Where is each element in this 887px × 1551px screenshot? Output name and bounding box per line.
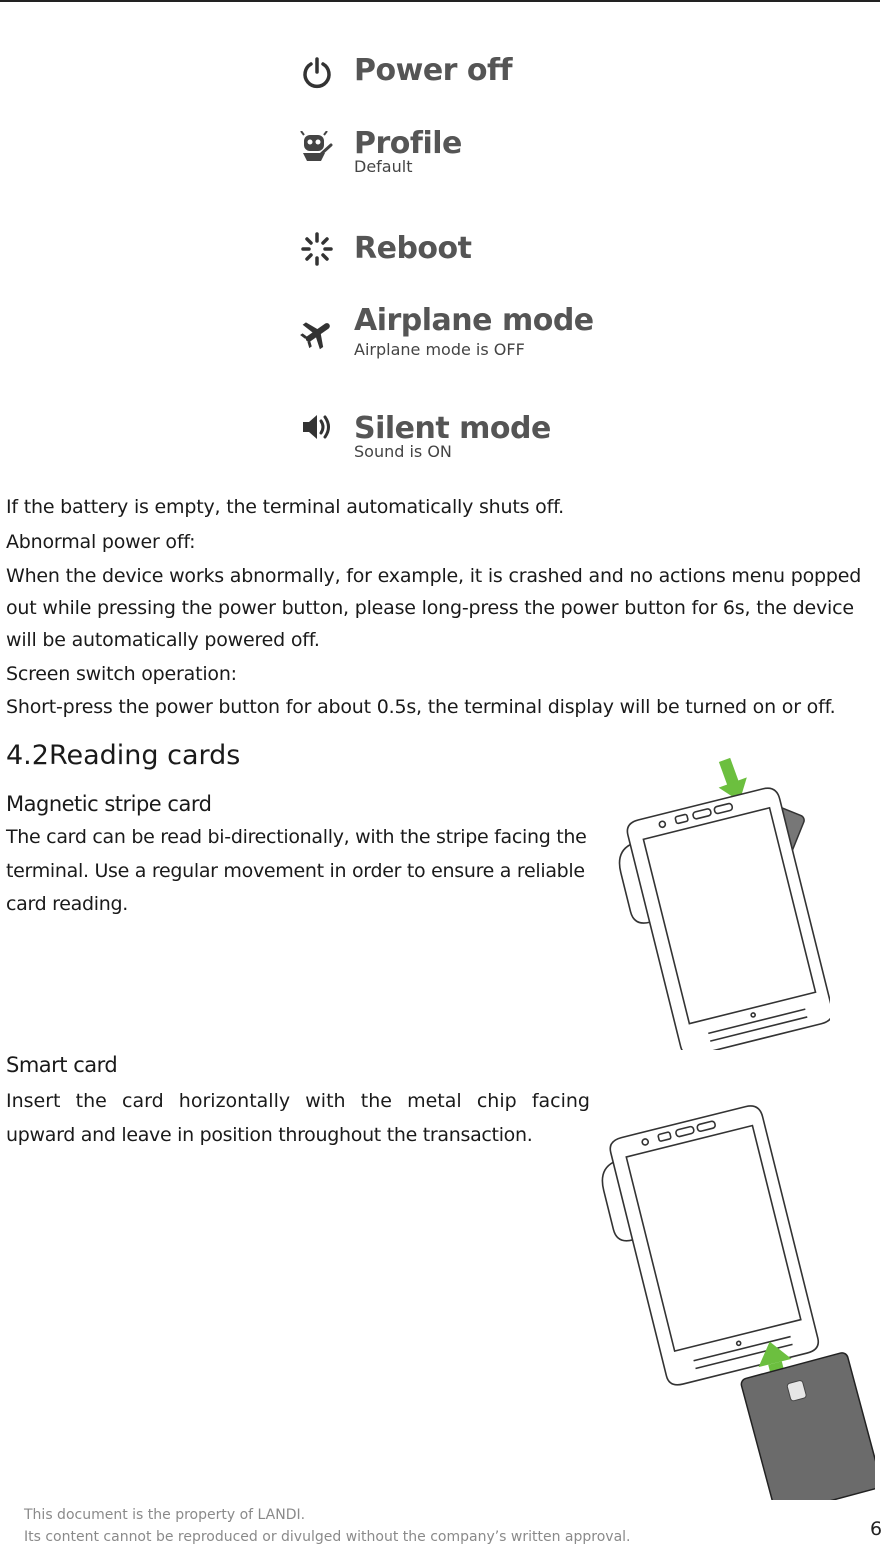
power-icon [300, 56, 334, 90]
paragraph-line: will be automatically powered off. [6, 629, 320, 651]
menu-subtitle-profile: Default [354, 157, 413, 176]
magnetic-line: card reading. [6, 893, 128, 915]
paragraph-line: When the device works abnormally, for example, it is crashed and no actions menu popped [6, 565, 862, 587]
page-number: 6 [870, 1518, 883, 1540]
footer-line: Its content cannot be reproduced or divulged without the company’s written approval. [24, 1529, 631, 1545]
paragraph-line: Short-press the power button for about 0.5s, the terminal display will be turned on or off. [6, 696, 836, 718]
section-heading [6, 740, 240, 771]
terminal-device [600, 1105, 821, 1391]
smart-line: upward and leave in position throughout the transaction. [6, 1124, 533, 1146]
section-title: Reading cards [48, 740, 241, 771]
menu-title-power-off: Power off [354, 53, 513, 88]
smart-card-illustration [600, 1105, 875, 1500]
menu-subtitle-airplane: Airplane mode is OFF [354, 340, 525, 359]
smart-line: Insert the card horizontally with the metal chip facing [6, 1090, 590, 1112]
reboot-icon [300, 232, 334, 266]
airplane-icon [300, 316, 334, 350]
magnetic-swipe-illustration [610, 755, 830, 1050]
paragraph-line: Abnormal power off: [6, 531, 196, 553]
speaker-icon [300, 410, 334, 444]
menu-title-silent: Silent mode [354, 411, 551, 446]
smart-heading: Smart card [6, 1053, 118, 1077]
profile-icon [300, 131, 334, 165]
section-number: 4.2 [6, 740, 49, 771]
paragraph-line: out while pressing the power button, please long-press the power button for 6s, the device [6, 597, 854, 619]
magnetic-line: terminal. Use a regular movement in order to ensure a reliable [6, 860, 585, 882]
top-rule [0, 0, 880, 2]
footer-line: This document is the property of LANDI. [24, 1507, 306, 1523]
menu-subtitle-silent: Sound is ON [354, 442, 452, 461]
menu-title-reboot: Reboot [354, 231, 472, 266]
magnetic-line: The card can be read bi-directionally, with the stripe facing the [6, 826, 587, 848]
paragraph-line: Screen switch operation: [6, 663, 237, 685]
magnetic-heading: Magnetic stripe card [6, 792, 212, 816]
smart-card [740, 1352, 875, 1500]
menu-title-airplane: Airplane mode [354, 303, 594, 338]
paragraph-line: If the battery is empty, the terminal automatically shuts off. [6, 496, 565, 518]
menu-title-profile: Profile [354, 126, 462, 161]
